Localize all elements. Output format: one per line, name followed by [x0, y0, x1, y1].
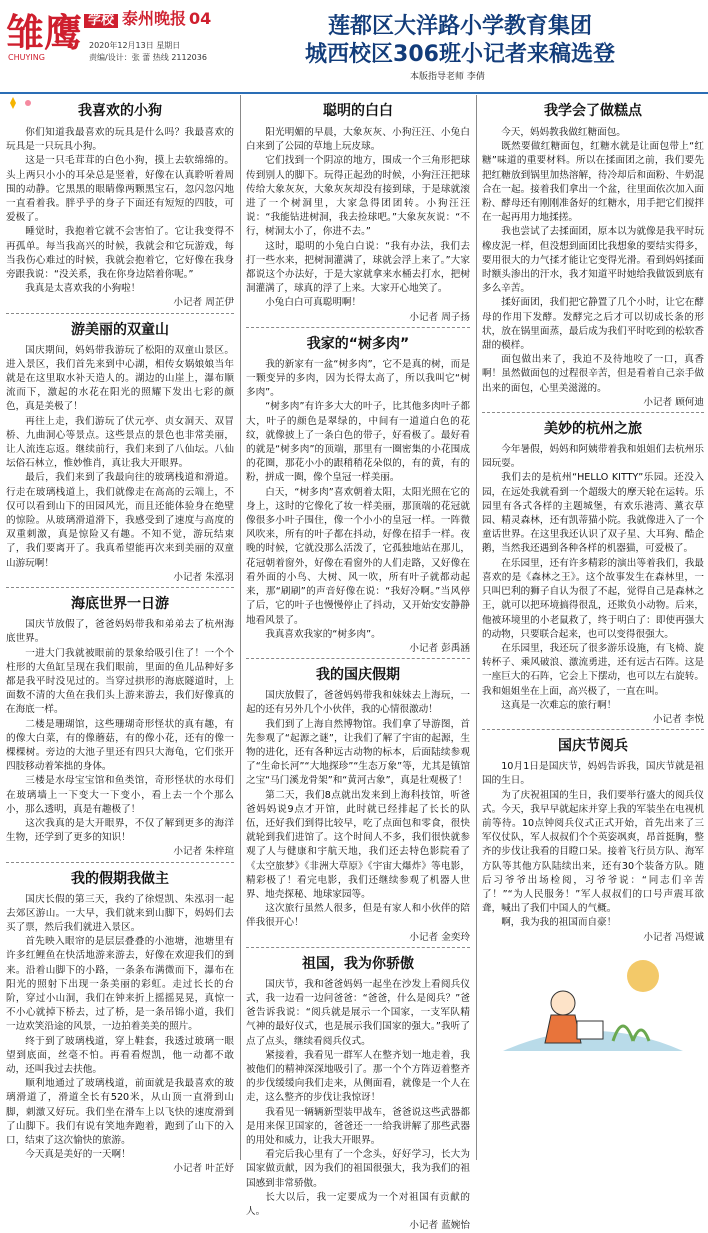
article-byline: 小记者 叶芷妤 [173, 1163, 234, 1175]
logo-text: 雏鹰 [6, 11, 83, 55]
article-paragraph: 我看见一辆辆新型装甲战车，爸爸说这些武器都是用来保卫国家的，爸爸还一一给我讲解了那些武器的用处和威力，让我大开眼界。 [246, 1106, 470, 1146]
article-paragraph: 我真喜欢我家的“树多肉”。 [265, 628, 381, 640]
article-paragraph: 看完后我心里有了一个念头，好好学习，长大为国家做贡献，因为我们的祖国很强大，我为我们的祖国感到非常骄傲。 [246, 1149, 470, 1189]
article-byline: 小记者 朱泓羽 [173, 571, 234, 583]
article-paragraph: 它们找到一个阴凉的地方，围成一个三角形把球传到别人的脚下。玩得正起劲的时候，小狗汪汪把球传给大象灰灰，大象灰灰却没有接到球，于是球就滚进了一个树洞里，大家急得团团转。小狗汪汪说：“我能钻进树洞，我去捡球吧。”大象灰灰说：“不行，树洞太小了，你进不去。” [246, 155, 470, 238]
masthead-rule [0, 92, 708, 94]
article [6, 865, 234, 1177]
article-paragraph: 今天真是美好的一天啊！ [25, 1149, 131, 1161]
article-title: 海底世界一日游 [71, 596, 169, 613]
article-paragraph: 国庆节，我和爸爸妈妈一起坐在沙发上看阅兵仪式，我一边看一边问爸爸：“爸爸，什么是阅兵？”爸爸告诉我说：“阅兵就是展示一个国家，一支军队精气神的最好仪式，也是展示我们国家的强大。”我听了点了点头，继续看阅兵仪式。 [246, 978, 470, 1047]
section-divider [6, 587, 234, 588]
article-title: 我学会了做糕点 [544, 103, 642, 119]
column-divider [476, 95, 477, 1160]
article-title: 游美丽的双童山 [71, 321, 169, 338]
main-title-2: 城西校区306班小记者来稿选登 [305, 42, 615, 67]
article-paragraph: 既然要做红糖面包，红糖水就是让面包带上“红糖”味道的重要材料。所以在揉面团之前，我们要先把红糖放到锅里加热溶解，待冷却后和面粉、牛奶混合在一起。接着我们拿出一个盆，往里面依次加入面粉、酵母还有刚刚准备好的红糖水，用手把它们搅拌在一起再用力地揉搓。 [482, 141, 704, 224]
article-paragraph: 为了庆祝祖国的生日，我们要举行盛大的阅兵仪式。今天，我早早就起床并穿上我的军装坐在电视机前等待。10点钟阅兵仪式正式开始，首先出来了三军仪仗队，军人叔叔们个个英姿飒爽，昂首挺胸，整齐的步伐让我看的目瞪口呆。接着飞行员方队、海军方队等其他方队陆续出来，还有30个装备方队。随后习爷爷出场检阅，习爷爷说：“同志们辛苦了！”“为人民服务！”军人叔叔们的口号声震耳欲聋，喊出了我们中国人的气概。 [482, 789, 704, 915]
article-paragraph: 睡觉时，我抱着它就不会害怕了。它让我变得不再孤单。每当我高兴的时候，我就会和它玩游戏，每当我伤心难过的时候，我就会抱着它，它好像在我身旁跟我说：“没关系，我在你身边陪着你呢。” [6, 226, 234, 281]
article-paragraph: 你们知道我最喜欢的玩具是什么吗？我最喜欢的玩具是一只玩具小狗。 [6, 127, 234, 153]
article-paragraph: 三楼是水母宝宝馆和鱼类馆，奇形怪状的水母们在玻璃墙上一下变大一下变小，看上去一个个那么小，那么透明，真是有趣极了！ [6, 775, 234, 815]
section-divider [246, 947, 470, 948]
article-paragraph: 白天，“树多肉”喜欢朝着太阳，太阳光照在它的身上，这时的它像化了妆一样美丽，那顶端的花冠就像很多小叶子围住，像一个小小的皇冠一样。一阵微风吹来，所有的叶子都在抖动，好像在招手一样。夜晚的时候，它就没那么活泼了，它孤独地站在那儿，花冠朝着窗外，好像在看窗外的人们走路，又好像在看外面的小鸟、大树、风一吹，所有叶子就都动起来，那“刷刷”的声音好像在说：“我好冷啊。”当风停了后，它的叶子也慢慢停止了抖动，又开始安安静静地看风景了。 [246, 486, 470, 626]
article-byline: 小记者 金奕玲 [409, 931, 470, 943]
article-byline: 小记者 李悦 [652, 713, 704, 725]
article-paragraph: 我的新家有一盆“树多肉”，它不是真的树，而是一颗变异的多肉，因为长得太高了，所以我叫它“树多肉”。 [246, 358, 470, 399]
article-paragraph: 国庆节放假了，爸爸妈妈带我和弟弟去了杭州海底世界。 [6, 619, 234, 645]
section-divider [6, 313, 234, 314]
article-paragraph: 我们到了上海自然博物馆。我们拿了导游图，首先参观了“起源之谜”，让我们了解了宇宙的起源，生物的进化，还有各种远古动物的标本，后面陆续参观了“生命长河”“大地探珍”“生态万象”等，尤其是镇馆之宝“马门溪龙骨架”和“黄河古象”，真是壮观极了！ [246, 718, 470, 787]
article [246, 661, 470, 945]
article-byline: 小记者 彭禹涵 [409, 642, 470, 654]
article-title: 聪明的白白 [323, 103, 393, 119]
article-paragraph: 最后，我们来到了我最向往的玻璃栈道和滑道。行走在玻璃栈道上，我们就像走在高高的云端上，不仅可以看到山下的田园风光，而且还能体验身在绝壁的惊险。从玻璃滑道滑下，我感受到了速度与高度的双重刺激，真是惊险又有趣。不知不觉，游玩结束了，我们要离开了。我真希望能再次来到美丽的双童山游玩啊！ [6, 472, 234, 569]
editor-line: 责编/设计：张 蕾 热线 2112036 [89, 53, 207, 62]
logo-sub: CHUYING [8, 53, 45, 62]
article-paragraph: 10月1日是国庆节，妈妈告诉我，国庆节就是祖国的生日。 [482, 761, 704, 787]
article [6, 96, 234, 311]
article-title: 我家的“树多肉” [306, 335, 410, 352]
article-paragraph: 一进大门我就被眼前的景象给吸引住了！一个个柱形的大鱼缸呈现在我们眼前，里面的鱼儿品种好多都是我平时没见过的。当穿过拱形的海底隧道时，上面数不清的大鱼在我们头上游来游去，我们好像真的在海底一样。 [6, 647, 234, 716]
article-paragraph: 国庆期间，妈妈带我游玩了松阳的双童山景区。进入景区，我们首先来到中心湖，相传女娲娘娘当年就是在这里取水补天造人的。湖边的山崖上，瀑布顺流而下，激起的水花在阳光的照耀下发出七彩的颜色，真是美极了！ [6, 344, 234, 413]
page-number: 04 [189, 9, 212, 28]
article-paragraph: 在乐园里，我还玩了很多游乐设施，有飞椅、旋转杯子、乘风破浪、激流勇进，还有远古石阵。这是一座巨大的石阵，它会上下摆动，也可以左右旋转。我和姐姐坐在上面，高兴极了，一直在叫。 [482, 642, 704, 697]
article [6, 590, 234, 859]
sparkle-decoration-icon [4, 95, 44, 111]
section-divider [482, 729, 704, 730]
article-paragraph: 面包做出来了，我迫不及待地咬了一口，真香啊！虽然做面包的过程很辛苦，但是看着自己亲手做出来的面包，心里美滋滋的。 [482, 354, 704, 394]
issue-date: 2020年12月13日 星期日 [89, 41, 181, 50]
paper-name: 泰州晚报 [122, 9, 187, 28]
article [246, 96, 470, 325]
instructor-credit: 本版指导老师 李倩 [410, 72, 485, 82]
section-divider [246, 327, 470, 328]
article-paragraph: 这次我真的是大开眼界，不仅了解到更多的海洋生物，还学到了更多的知识！ [6, 817, 234, 844]
article [6, 316, 234, 585]
article-paragraph: 今天，妈妈教我做红糖面包。 [501, 127, 626, 138]
article-byline: 小记者 顾何迪 [643, 396, 704, 408]
article-paragraph: 长大以后，我一定要成为一个对祖国有贡献的人。 [246, 1191, 470, 1218]
masthead [0, 0, 708, 92]
article-paragraph: 首先映入眼帘的是层层叠叠的小池塘，池塘里有许多红鲤鱼在快活地游来游去，好像在欢迎我们的到来。沿着山脚下的小路，一条条布满微而下，瀑布在阳光的照射下出现一条美丽的彩虹。走过长长的台阶，穿过小山洞，我们在钟来折上摇摇晃晃，真惊一不小心就掉下桥去，过了桥，是一条吊锦小道，我们一边欢笑沿途的风景，一边拍着美美的照片。 [6, 936, 234, 1033]
article [246, 950, 470, 1233]
article-byline: 小记者 朱梓瑄 [173, 846, 234, 858]
article-paragraph: “树多肉”有许多大大的叶子，比其他多肉叶子都大，叶子的颜色是翠绿的，中间有一道道白色的花纹，就像披上了一条白色的带子，好看极了。最好看的就是“树多肉”的顶端，那里有一圈密集的小花围成的花圈，那花小小的跟稍稍花朵似的，有的黄，有的粉，拼成一圈，像个皇冠一样美丽。 [246, 401, 470, 484]
article-paragraph: 我也尝试了去揉面团，原本以为就像是我平时玩橡皮泥一样，但没想到面团比我想象的要结实得多，要用很大的力气揉才能让它变得光滑。看到妈妈揉面时额头渗出的汗水，我才知道平时她给我做饭到底有多么辛苦。 [482, 226, 704, 295]
column-3 [482, 96, 704, 1160]
article [482, 732, 704, 945]
article-paragraph: 二楼是珊瑚馆，这些珊瑚奇形怪状的真有趣，有的像大白菜，有的像蘑菇，有的像小花，还有的像一棵棵树。旁边的大池子里还有四只大海龟，它们张开四肢移动着笨拙的身体。 [6, 718, 234, 773]
section-divider [6, 862, 234, 863]
article-paragraph: 顺利地通过了玻璃栈道，前面就是我最喜欢的玻璃滑道了，滑道全长有520米，从山顶一直滑到山脚，刺激又好玩。我们坐在滑车上以飞快的速度滑到了山脚下。我们有说有笑地奔跑着，跑到了山下的入口，结束了这次愉快的旅游。 [6, 1078, 234, 1146]
article-title: 我喜欢的小狗 [78, 103, 162, 119]
article-paragraph: 揉好面团，我们把它静置了几个小时，让它在酵母的作用下发酵。发酵完之后才可以切成长条的形状，放在锅里面蒸，最后成为我们平时吃到的松软香甜的模样。 [482, 297, 704, 352]
article-title: 美妙的杭州之旅 [544, 421, 642, 438]
article-paragraph: 终于到了玻璃栈道，穿上鞋套，我透过玻璃一眼望到底面，丝毫不怕。再看看煜凯，他一动都不敢动，还叫我过去扶他。 [6, 1035, 234, 1075]
article-paragraph: 这真是一次难忘的旅行啊！ [501, 699, 617, 711]
article-paragraph: 这次旅行虽然人很多，但是有家人和小伙伴的陪伴我很开心！ [246, 903, 470, 929]
article-paragraph: 在乐园里，还有许多精彩的演出等着我们，我最喜欢的是《森林之王》。这个故事发生在森林里，一只叫巴利的狮子自认为很了不起，觉得自己是森林之王，就可以把环境搞得很乱，还欺负小动物。后来，他被环境里的小老鼠救了，终于明白了：即使再强大的动物，只要联合起来，也可以变得很强大。 [482, 557, 704, 640]
article-title: 我的假期我做主 [71, 870, 169, 887]
article-byline: 小记者 周芷伊 [173, 297, 234, 309]
article-paragraph: 紧接着，我看见一群军人在整齐划一地走着，我被他们的精神深深地吸引了。那一个个方阵迈着整齐的步伐缓缓向我们走来，从侧面看，就像是一个人在走，这么整齐的步伐让我惊讶！ [246, 1049, 470, 1104]
article-paragraph: 第二天，我们8点就出发来到上海科技馆，听爸爸妈妈说9点才开馆，此时就已经排起了长长的队伍，还好我们到得比较早，吃了点面包和零食，很快就轮到我们进馆了。这个时间人不多，我们很快就参观了人与健康和宇航天地，我们还去特色影院看了《太空旅梦》《非洲大草原》《宇宙大爆炸》等电影，精彩极了！看完电影，我们还继续参观了机器人世界、地壳探秘、地球家园等。 [246, 789, 470, 900]
article-paragraph: 我真是太喜欢我的小狗啦！ [25, 283, 141, 295]
section-divider [246, 658, 470, 659]
column-2 [246, 96, 470, 1232]
article-paragraph: 今年暑假，妈妈和阿姨带着我和姐姐们去杭州乐园玩耍。 [482, 444, 704, 470]
section-tag: 学校 [84, 14, 118, 28]
article-byline: 小记者 蓝婉怡 [409, 1220, 470, 1232]
article-paragraph: 阳光明媚的早晨，大象灰灰、小狗汪汪、小兔白白来到了公园的草地上玩皮球。 [246, 127, 470, 153]
eagle-logo-icon [4, 6, 84, 62]
article-paragraph: 国庆放假了，爸爸妈妈带我和妹妹去上海玩，一起的还有另外几个小伙伴，我的心情很激动！ [246, 690, 470, 716]
article [482, 415, 704, 727]
article-paragraph: 我们去的是杭州“HELLO KITTY”乐园。还没入园，在远处我就看到一个超级大的摩天轮在运转。乐园里有各式各样的主题城堡，有欢乐港湾、薰衣草园、精灵森林，还有凯蒂猫小院。我就像进入了一个童话世界。在这里我还认识了双子星、大耳狗、酷企鹅，当然我还遇到各种各样的机器猫，可爱极了。 [482, 472, 704, 555]
article [482, 96, 704, 410]
article-paragraph: 国庆长假的第三天，我约了徐煜凯、朱泓羽一起去郊区游山。一大早，我们就来到山脚下，妈妈们去买了票，然后我们就进入景区。 [6, 893, 234, 933]
column-divider [240, 95, 241, 1160]
child-reading-illustration-icon [493, 951, 693, 1061]
article-title: 我的国庆假期 [316, 667, 400, 684]
column-1 [6, 96, 234, 1175]
article-title: 国庆节阅兵 [558, 738, 628, 755]
article-paragraph: 小兔白白可真聪明啊！ [265, 297, 362, 309]
article-paragraph: 再往上走，我们游玩了伏元亭、贞女洞天、双冒桥、九曲洞心等景点。这些景点的景色也非常美丽，让人流连忘返。继续前行，我们来到了八仙坛。八仙坛俗石林立，惟妙惟肖，真让我大开眼界。 [6, 415, 234, 470]
article-paragraph: 这是一只毛茸茸的白色小狗，摸上去软绵绵的。头上两只小小的耳朵总是竖着，好像在认真聆听着周围的动静。它黑黑的眼睛像两颗黑宝石，忽闪忽闪地一直看着我。胖乎乎的身子下面还有短短的四肢，可爱极了。 [6, 155, 234, 224]
paper-masthead [84, 9, 212, 28]
article-paragraph: 啊，我为我的祖国而自豪！ [501, 917, 617, 929]
article-title: 祖国，我为你骄傲 [302, 955, 414, 972]
article-paragraph: 这时，聪明的小兔白白说：“我有办法，我们去打一些水来，把树洞灌满了，球就会浮上来了。”大家都说这个办法好，于是大家就拿来水桶去打水，把树洞灌满了，球真的浮了上来。大家开心地笑了。 [246, 240, 470, 295]
article-byline: 小记者 周子扬 [409, 311, 470, 323]
article-byline: 小记者 冯煜诚 [643, 931, 704, 943]
article [246, 330, 470, 656]
main-title-1: 莲都区大洋路小学教育集团 [327, 14, 592, 39]
section-divider [482, 412, 704, 413]
